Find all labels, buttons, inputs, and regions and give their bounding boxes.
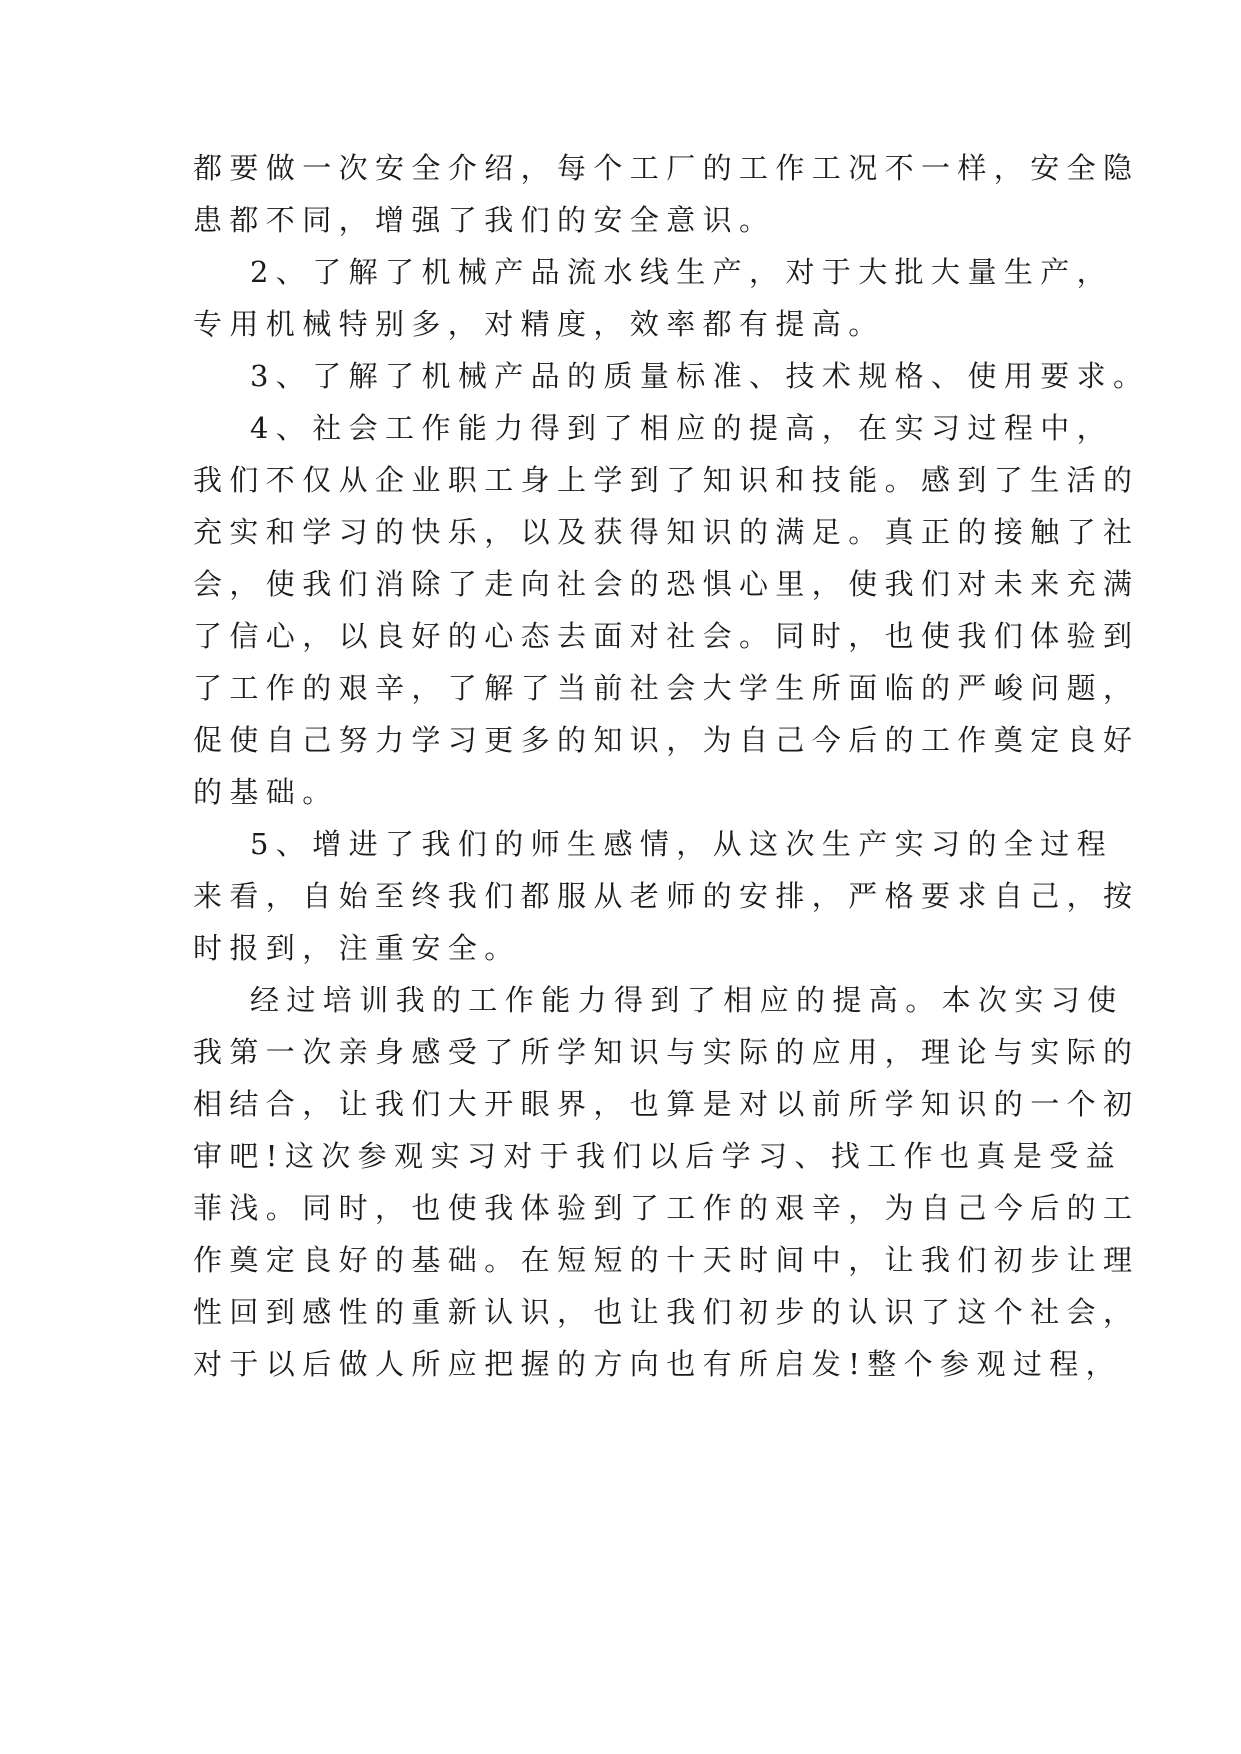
text-line: 了工作的艰辛，了解了当前社会大学生所面临的严峻问题， [193, 671, 1140, 705]
text-line: 促使自己努力学习更多的知识，为自己今后的工作奠定良好 [193, 723, 1140, 757]
text-line: 菲浅。同时，也使我体验到了工作的艰辛，为自己今后的工 [193, 1191, 1140, 1225]
text-line: 充实和学习的快乐，以及获得知识的满足。真正的接触了社 [193, 515, 1140, 549]
text-line: 时报到，注重安全。 [193, 931, 521, 965]
text-line: 会，使我们消除了走向社会的恐惧心里，使我们对未来充满 [193, 567, 1140, 601]
text-line: 相结合，让我们大开眼界，也算是对以前所学知识的一个初 [193, 1087, 1140, 1121]
text-line: 作奠定良好的基础。在短短的十天时间中，让我们初步让理 [193, 1243, 1140, 1277]
text-line: 2、了解了机械产品流水线生产，对于大批大量生产， [250, 255, 1114, 289]
text-line: 我第一次亲身感受了所学知识与实际的应用，理论与实际的 [193, 1035, 1140, 1069]
text-line: 对于以后做人所应把握的方向也有所启发!整个参观过程， [193, 1347, 1123, 1381]
text-line: 了信心，以良好的心态去面对社会。同时，也使我们体验到 [193, 619, 1140, 653]
text-line: 3、了解了机械产品的质量标准、技术规格、使用要求。 [250, 359, 1150, 393]
text-line: 经过培训我的工作能力得到了相应的提高。本次实习使 [250, 983, 1124, 1017]
text-line: 审吧!这次参观实习对于我们以后学习、找工作也真是受益 [193, 1139, 1123, 1173]
text-line: 患都不同，增强了我们的安全意识。 [193, 203, 776, 237]
text-line: 我们不仅从企业职工身上学到了知识和技能。感到了生活的 [193, 463, 1140, 497]
text-line: 专用机械特别多，对精度，效率都有提高。 [193, 307, 885, 341]
text-line: 4、社会工作能力得到了相应的提高，在实习过程中， [250, 411, 1114, 445]
text-line: 都要做一次安全介绍，每个工厂的工作工况不一样，安全隐 [193, 151, 1140, 185]
text-line: 5、增进了我们的师生感情，从这次生产实习的全过程 [250, 827, 1114, 861]
text-line: 的基础。 [193, 775, 339, 809]
text-line: 性回到感性的重新认识，也让我们初步的认识了这个社会， [193, 1295, 1140, 1329]
text-line: 来看，自始至终我们都服从老师的安排，严格要求自己，按 [193, 879, 1140, 913]
